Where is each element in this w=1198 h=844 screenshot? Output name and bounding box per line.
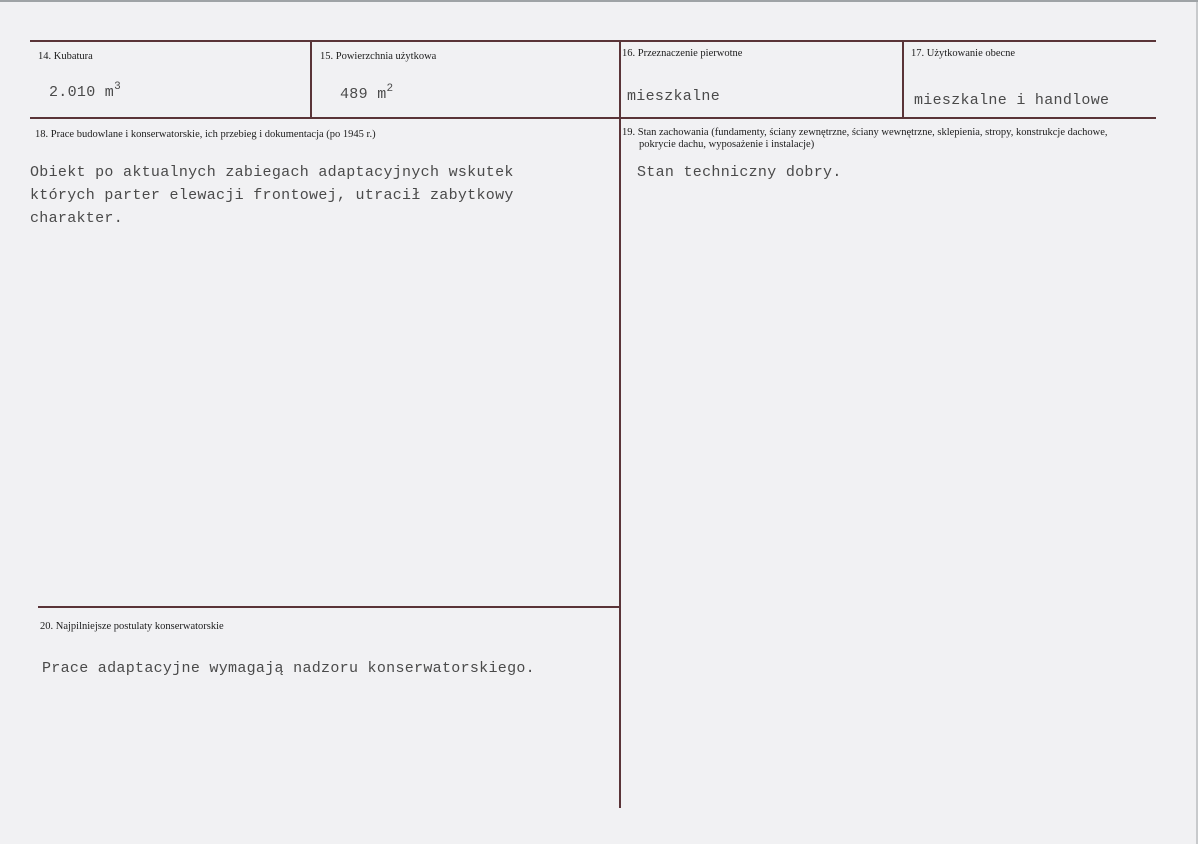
powierzchnia-number: 489 m — [340, 86, 387, 103]
powierzchnia-exponent: 2 — [386, 83, 394, 95]
powierzchnia-label: 15. Powierzchnia użytkowa — [320, 51, 437, 62]
postulaty-label: 20. Najpilniejsze postulaty konserwatorskie — [40, 621, 224, 632]
record-card — [0, 2, 1198, 844]
section-divider — [38, 606, 620, 608]
column-divider-1 — [310, 40, 312, 119]
uzytkowanie-value: mieszkalne i handlowe — [914, 92, 1110, 109]
postulaty-value: Prace adaptacyjne wymagają nadzoru konserwatorskiego. — [42, 660, 535, 677]
top-rule — [30, 40, 1156, 42]
kubatura-value — [49, 81, 122, 101]
powierzchnia-value — [340, 83, 394, 103]
kubatura-number: 2.010 m — [49, 84, 115, 101]
przeznaczenie-value: mieszkalne — [627, 88, 721, 105]
przeznaczenie-label: 16. Przeznaczenie pierwotne — [622, 48, 743, 59]
stan-value: Stan techniczny dobry. — [637, 164, 842, 181]
column-divider-3 — [902, 40, 904, 119]
kubatura-label: 14. Kubatura — [38, 51, 93, 62]
prace-value: Obiekt po aktualnych zabiegach adaptacyjnych wskutek których parter elewacji frontowej, utracił zabytkowy charakter. — [30, 164, 514, 227]
row-divider — [30, 117, 1156, 119]
stan-label: 19. Stan zachowania (fundamenty, ściany zewnętrzne, ściany wewnętrzne, sklepienia, stropy, konstrukcje dachowe, — [622, 127, 1108, 138]
prace-label: 18. Prace budowlane i konserwatorskie, ich przebieg i dokumentacja (po 1945 r.) — [35, 129, 376, 140]
kubatura-exponent: 3 — [114, 81, 122, 93]
uzytkowanie-label: 17. Użytkowanie obecne — [911, 48, 1016, 59]
column-divider-center — [619, 40, 621, 808]
stan-label-line2: pokrycie dachu, wyposażenie i instalacje) — [639, 139, 815, 150]
